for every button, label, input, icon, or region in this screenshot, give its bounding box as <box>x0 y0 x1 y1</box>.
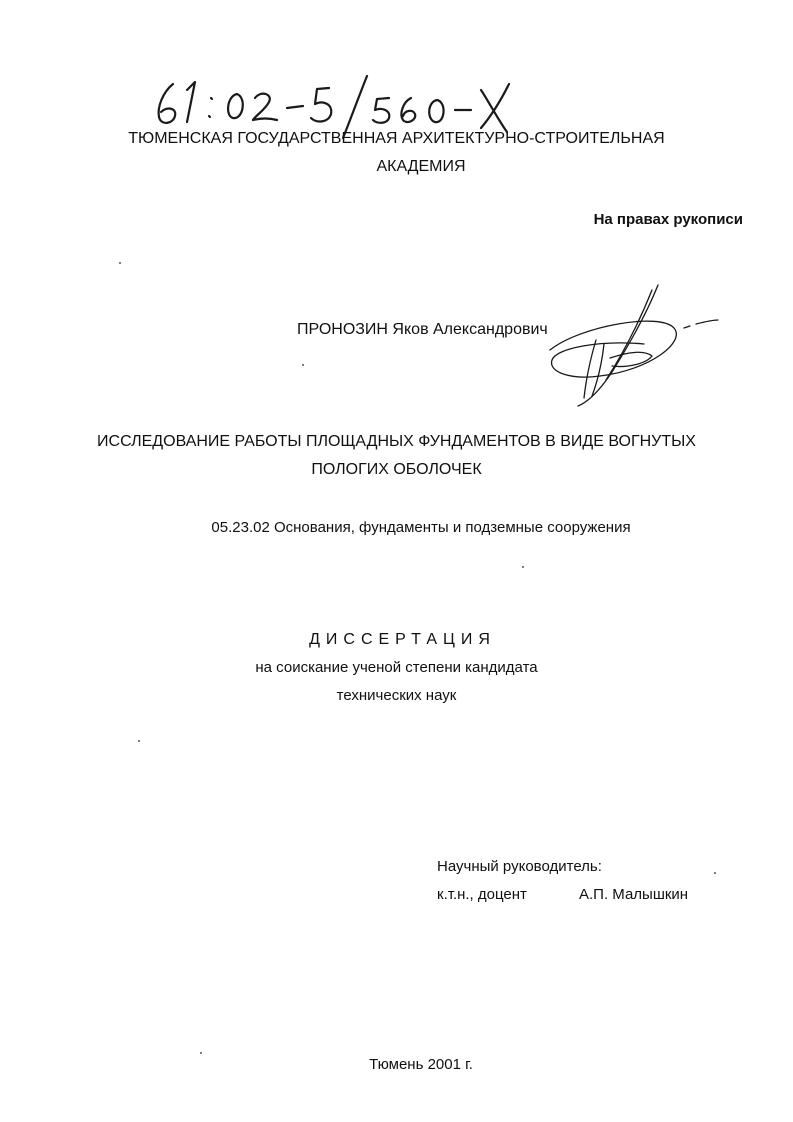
scan-speck <box>714 872 716 874</box>
scan-speck <box>138 740 140 742</box>
manuscript-rights-note: На правах рукописи <box>593 211 743 228</box>
institution-name-line2: АКАДЕМИЯ <box>376 158 466 175</box>
dissertation-title-line2: ПОЛОГИХ ОБОЛОЧЕК <box>311 461 482 478</box>
degree-purpose-line1: на соискание ученой степени кандидата <box>255 659 538 676</box>
author-name: ПРОНОЗИН Яков Александрович <box>297 321 548 338</box>
scan-speck <box>200 1052 202 1054</box>
institution-name-line1: ТЮМЕНСКАЯ ГОСУДАРСТВЕННАЯ АРХИТЕКТУРНО-СТРОИТЕЛЬНАЯ <box>128 130 665 147</box>
scan-speck <box>522 566 524 568</box>
degree-purpose-line2: технических наук <box>336 687 457 704</box>
specialty-code: 05.23.02 Основания, фундаменты и подземные сооружения <box>211 519 631 536</box>
dissertation-title-line1: ИССЛЕДОВАНИЕ РАБОТЫ ПЛОЩАДНЫХ ФУНДАМЕНТОВ В ВИДЕ ВОГНУТЫХ <box>97 433 696 450</box>
supervisor-label: Научный руководитель: <box>437 858 602 875</box>
supervisor-degree: к.т.н., доцент <box>437 886 527 903</box>
place-and-year: Тюмень 2001 г. <box>369 1056 473 1073</box>
document-type-heading: ДИССЕРТАЦИЯ <box>309 631 496 648</box>
scan-speck <box>119 262 121 264</box>
scan-speck <box>302 364 304 366</box>
author-signature <box>540 280 720 410</box>
supervisor-name: А.П. Малышкин <box>579 886 689 903</box>
